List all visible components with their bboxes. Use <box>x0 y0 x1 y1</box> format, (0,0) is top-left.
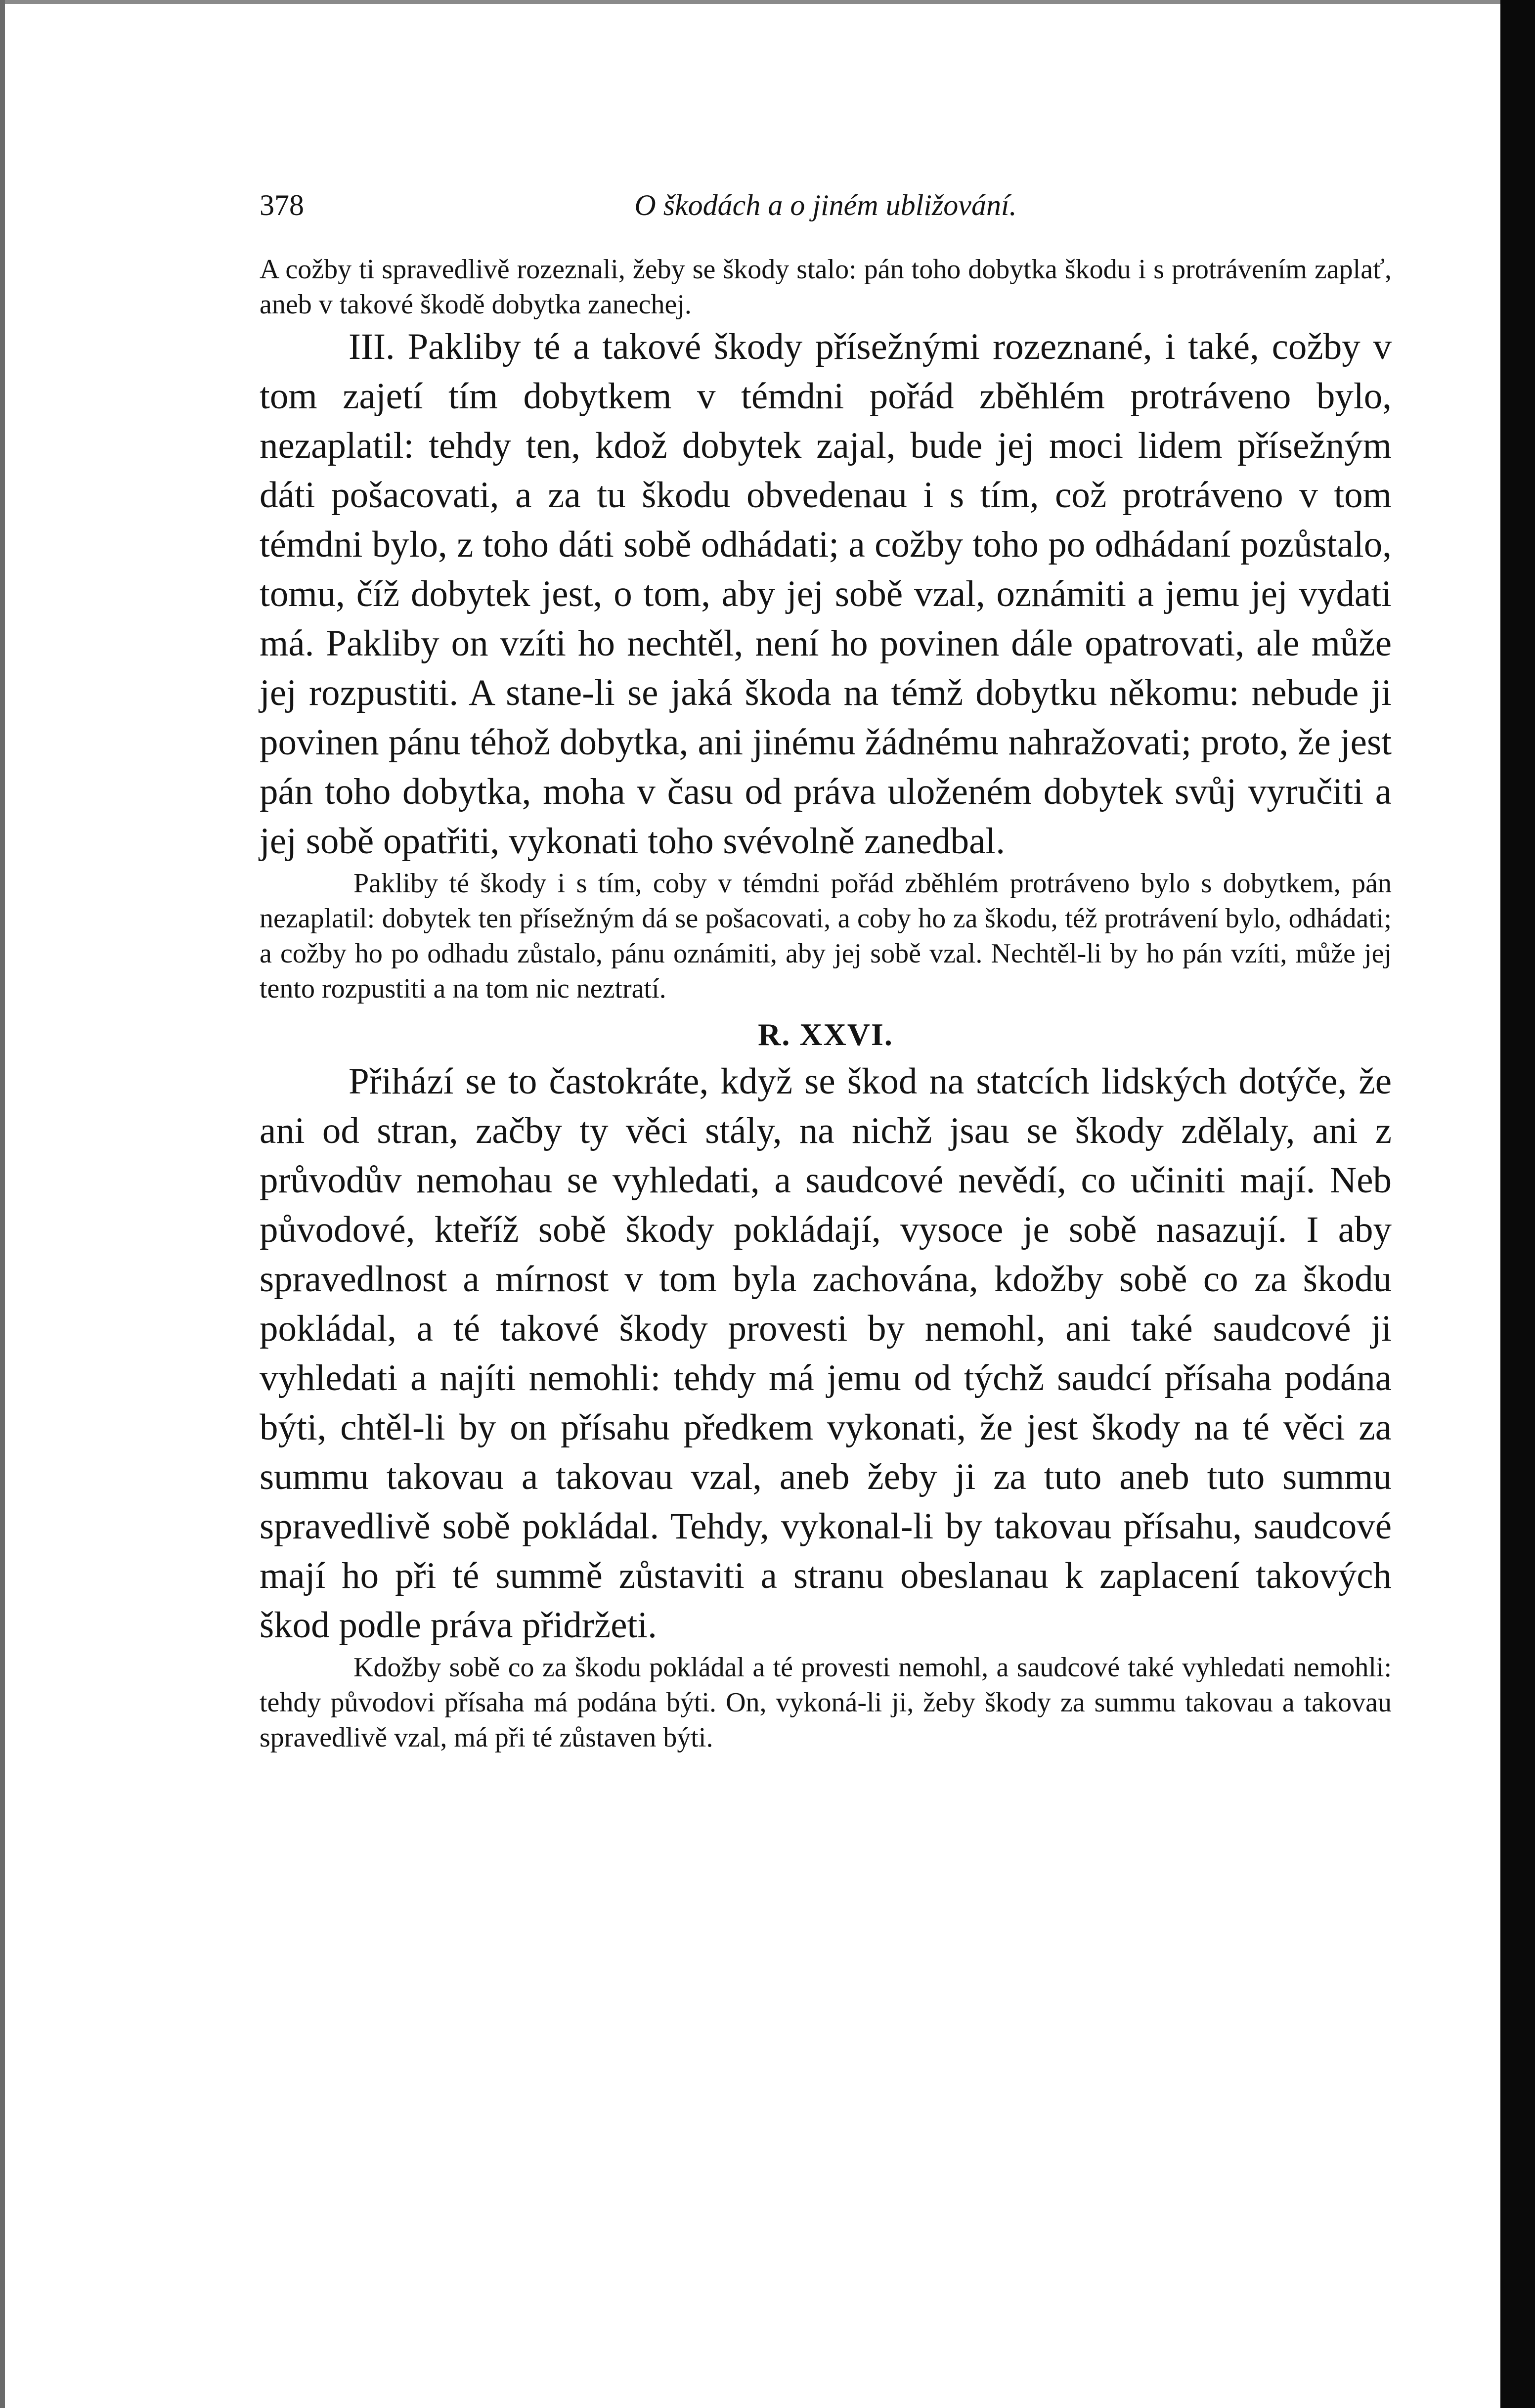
paragraph-xxvi: Přihází se to častokráte, když se škod na statcích lidských dotýče, že ani od stran, začby ty věci stály, na nichž jsau se škody zdělaly, ani z průvodův nemohau se vyhledati, a saudcové nevědí, co učiniti mají. Neb původové, kteříž sobě škody pokládají, vysoce je sobě nasazují. I aby spravedlnost a mírnost v tom byla zachována, kdožby sobě co za škodu pokládal, a té takové škody provesti by nemohl, ani také saudcové ji vyhledati a najíti nemohli: tehdy má jemu od týchž saudcí přísaha podána býti, chtěl-li by on přísahu předkem vykonati, že jest škody na té věci za summu takovau a takovau vzal, aneb žeby ji za tuto aneb tuto summu spravedlivě sobě pokládal. Tehdy, vykonal-li by takovau přísahu, saudcové mají ho při té summě zůstaviti a stranu obeslanau k zaplacení takových škod podle práva přidržeti. <box>260 1061 1392 1646</box>
running-head <box>260 183 1392 227</box>
note-top: A cožby ti spravedlivě rozeznali, žeby se škody stalo: pán toho dobytka škodu i s protrávením zaplať, aneb v takové škodě dobytka zanechej. <box>260 254 1392 320</box>
paragraph-iii: III. Pakliby té a takové škody přísežnými rozeznané, i také, cožby v tom zajetí tím dobytkem v témdni pořád zběhlém protráveno bylo, nezaplatil: tehdy ten, kdož dobytek zajal, bude jej moci lidem přísežným dáti pošacovati, a za tu škodu obvedenau i s tím, což protráveno v tom témdni bylo, z toho dáti sobě odhádati; a cožby toho po odhádaní pozůstalo, tomu, číž dobytek jest, o tom, aby jej sobě vzal, oznámiti a jemu jej vydati má. Pakliby on vzíti ho nechtěl, není ho povinen dále opatrovati, ale může jej rozpustiti. A stane-li se jaká škoda na témž dobytku někomu: nebude ji povinen pánu téhož dobytka, ani jinému žádnému nahražovati; proto, že jest pán toho dobytka, moha v času od práva uloženém dobytek svůj vyručiti a jej sobě opatřiti, vykonati toho svévolně zanedbal. <box>260 326 1392 862</box>
note-xxvi: Kdožby sobě co za škodu pokládal a té provesti nemohl, a saudcové také vyhledati nemohli: tehdy původovi přísaha má podána býti. On, vykoná-li ji, žeby škody za summu takovau a takovau spravedlivě vzal, má při té zůstaven býti. <box>260 1652 1392 1753</box>
scan-edge-left <box>0 0 5 2408</box>
scan-edge-right <box>1500 0 1535 2408</box>
section-heading: R. XXVI. <box>758 1017 893 1052</box>
scan-edge-top <box>0 0 1535 4</box>
page-number: 378 <box>260 189 304 221</box>
running-title: O škodách a o jiném ubližování. <box>634 189 1017 221</box>
note-iii: Pakliby té škody i s tím, coby v témdni pořád zběhlém protráveno bylo s dobytkem, pán nezaplatil: dobytek ten přísežným dá se pošacovati, a coby ho za škodu, též protrávení bylo, odhádati; a cožby ho po odhadu zůstalo, pánu oznámiti, aby jej sobě vzal. Nechtěl-li by ho pán vzíti, může jej tento rozpustiti a na tom nic neztratí. <box>260 868 1392 1004</box>
book-page <box>260 183 1392 1755</box>
